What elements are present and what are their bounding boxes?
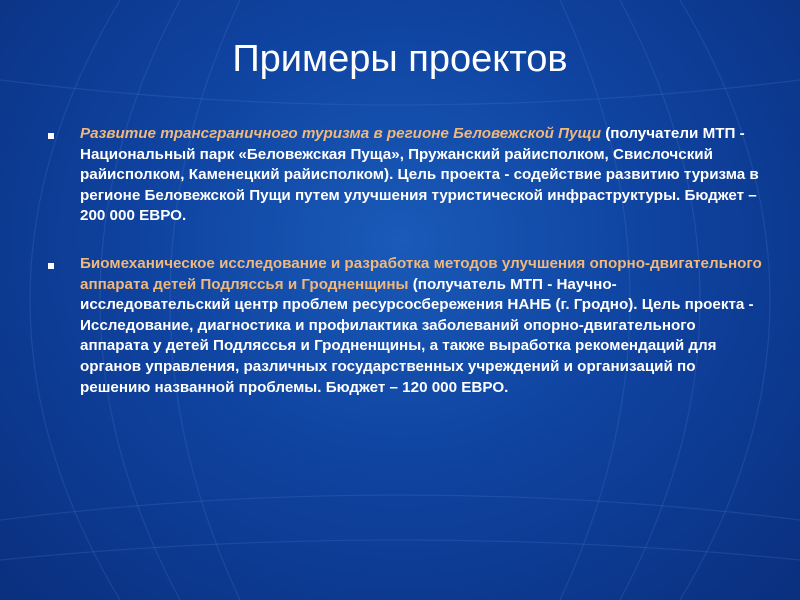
- project-body: (получатель МТП - Научно-исследовательский центр проблем ресурсосбережения НАНБ (г. Гродно). Цель проекта - Исследование, диагностика и профилактика заболеваний опорно-двигательного аппарата у детей Подляссья и Гродненщины, а также выработка рекомендаций для органов управления, различных государственных учреждений и организаций по решению названной проблемы. Бюджет – 120 000 ЕВРО.: [80, 275, 754, 396]
- project-highlight: Развитие трансграничного туризма в регионе Беловежской Пущи: [80, 125, 601, 142]
- project-body: (получатели МТП - Национальный парк «Беловежская Пуща», Пружанский райисполком, Свислочский райисполком, Каменецкий райисполком). Цель проекта - содействие развитию туризма в регионе Беловежской Пущи путем улучшения туристической инфраструктуры. Бюджет – 200 000 ЕВРО.: [80, 125, 759, 225]
- square-bullet-icon: [48, 263, 54, 269]
- project-highlight: Биомеханическое исследование и разработка методов улучшения опорно-двигательного аппарата детей Подляссья и Гродненщины: [80, 254, 762, 293]
- slide-title: Примеры проектов: [232, 38, 568, 80]
- project-text: [80, 254, 762, 398]
- square-bullet-icon: [48, 133, 54, 139]
- project-item: [42, 254, 762, 398]
- project-item: [42, 124, 762, 227]
- project-list: [42, 124, 762, 425]
- project-text: [80, 124, 762, 227]
